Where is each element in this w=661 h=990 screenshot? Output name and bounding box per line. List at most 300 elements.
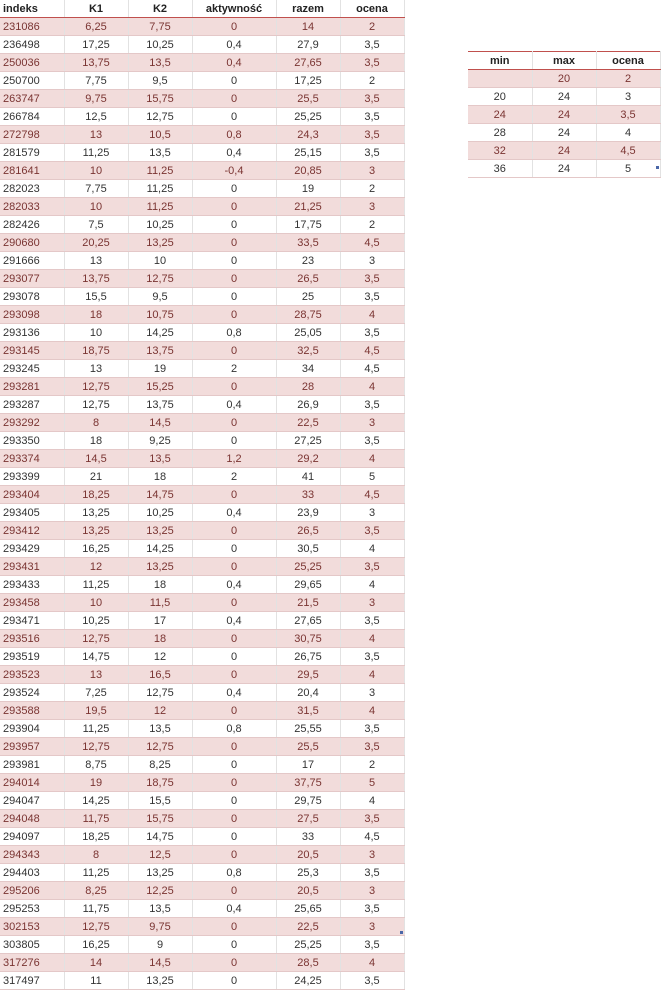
table-cell[interactable]: 0,4 [192,900,276,918]
table-cell[interactable]: 21,25 [276,198,340,216]
table-cell[interactable]: 5 [340,468,404,486]
table-cell[interactable]: 293412 [0,522,64,540]
table-cell[interactable]: 4,5 [340,234,404,252]
table-cell[interactable]: 4 [340,792,404,810]
table-cell[interactable]: 11,25 [64,720,128,738]
table-cell[interactable]: 24,25 [276,972,340,990]
table-cell[interactable]: 281579 [0,144,64,162]
table-cell[interactable]: 0,4 [192,612,276,630]
table-cell[interactable]: 2 [192,468,276,486]
table-cell[interactable]: 293431 [0,558,64,576]
table-cell[interactable]: 3 [340,414,404,432]
table-cell[interactable]: 13,75 [64,54,128,72]
table-cell[interactable]: 4 [340,450,404,468]
table-cell[interactable]: 18,75 [128,774,192,792]
table-cell[interactable]: 26,75 [276,648,340,666]
table-cell[interactable]: 13,25 [128,864,192,882]
table-cell[interactable]: 4 [340,666,404,684]
table-cell[interactable]: 293523 [0,666,64,684]
table-cell[interactable]: 25,3 [276,864,340,882]
table-cell[interactable]: 5 [340,774,404,792]
header-cell-max[interactable]: max [532,52,596,70]
table-cell[interactable]: 25,05 [276,324,340,342]
table-cell[interactable]: 25,15 [276,144,340,162]
table-cell[interactable]: 24,3 [276,126,340,144]
header-cell-ocena[interactable]: ocena [340,0,404,18]
table-cell[interactable]: 3,5 [340,936,404,954]
table-cell[interactable]: 7,5 [64,216,128,234]
table-cell[interactable]: 9,75 [64,90,128,108]
table-cell[interactable]: 295206 [0,882,64,900]
table-cell[interactable]: 2 [340,18,404,36]
table-cell[interactable]: 27,65 [276,612,340,630]
table-cell[interactable]: 20,5 [276,882,340,900]
table-cell[interactable]: 28 [276,378,340,396]
table-cell[interactable]: 27,9 [276,36,340,54]
table-cell[interactable]: 10,25 [128,216,192,234]
table-cell[interactable]: 0 [192,288,276,306]
header-cell-k2[interactable]: K2 [128,0,192,18]
table-cell[interactable]: 0 [192,540,276,558]
table-cell[interactable]: 3,5 [340,810,404,828]
table-cell[interactable]: 293981 [0,756,64,774]
table-cell[interactable]: 13,75 [64,270,128,288]
table-cell[interactable]: 10 [128,252,192,270]
table-cell[interactable]: 293404 [0,486,64,504]
table-cell[interactable]: -0,4 [192,162,276,180]
grades-table-resize-handle[interactable] [400,931,403,934]
table-cell[interactable]: 0 [192,846,276,864]
table-cell[interactable]: 13,5 [128,144,192,162]
table-cell[interactable]: 293245 [0,360,64,378]
table-cell[interactable]: 18,25 [64,828,128,846]
table-cell[interactable]: 2 [596,70,660,88]
table-cell[interactable]: 19 [128,360,192,378]
table-cell[interactable]: 29,2 [276,450,340,468]
table-cell[interactable]: 294403 [0,864,64,882]
table-cell[interactable]: 24 [532,88,596,106]
table-cell[interactable]: 4 [340,306,404,324]
table-cell[interactable]: 25,5 [276,738,340,756]
table-cell[interactable]: 29,65 [276,576,340,594]
table-cell[interactable]: 3 [340,846,404,864]
table-cell[interactable]: 0 [192,882,276,900]
table-cell[interactable]: 8 [64,846,128,864]
table-cell[interactable]: 0,8 [192,324,276,342]
table-cell[interactable]: 4,5 [340,360,404,378]
table-cell[interactable]: 3,5 [340,324,404,342]
table-cell[interactable]: 293136 [0,324,64,342]
table-cell[interactable]: 7,75 [128,18,192,36]
table-cell[interactable]: 2 [192,360,276,378]
table-cell[interactable]: 11,25 [64,576,128,594]
table-cell[interactable]: 0,4 [192,576,276,594]
table-cell[interactable]: 0,4 [192,54,276,72]
table-cell[interactable]: 25 [276,288,340,306]
table-cell[interactable]: 0 [192,486,276,504]
table-cell[interactable]: 18 [128,468,192,486]
table-cell[interactable]: 15,5 [128,792,192,810]
table-cell[interactable]: 7,75 [64,180,128,198]
table-cell[interactable]: 26,5 [276,522,340,540]
table-cell[interactable]: 12,75 [64,738,128,756]
table-cell[interactable]: 3,5 [340,288,404,306]
table-cell[interactable]: 10 [64,198,128,216]
table-cell[interactable]: 293516 [0,630,64,648]
table-cell[interactable]: 17,25 [64,36,128,54]
table-cell[interactable]: 3 [340,684,404,702]
table-cell[interactable]: 31,5 [276,702,340,720]
table-cell[interactable]: 272798 [0,126,64,144]
table-cell[interactable]: 3,5 [340,648,404,666]
table-cell[interactable]: 11,25 [128,198,192,216]
table-cell[interactable]: 290680 [0,234,64,252]
table-cell[interactable]: 5 [596,160,660,178]
table-cell[interactable]: 0 [192,666,276,684]
table-cell[interactable]: 20 [468,88,532,106]
table-cell[interactable]: 14,75 [128,486,192,504]
table-cell[interactable]: 294048 [0,810,64,828]
table-cell[interactable]: 34 [276,360,340,378]
table-cell[interactable]: 12 [128,648,192,666]
table-cell[interactable]: 293098 [0,306,64,324]
table-cell[interactable]: 12 [128,702,192,720]
table-cell[interactable]: 4 [340,954,404,972]
table-cell[interactable]: 12 [64,558,128,576]
table-cell[interactable]: 27,25 [276,432,340,450]
header-cell-ocena[interactable]: ocena [596,52,660,70]
table-cell[interactable]: 10,25 [128,504,192,522]
table-cell[interactable]: 293433 [0,576,64,594]
table-cell[interactable]: 10,5 [128,126,192,144]
table-cell[interactable]: 0 [192,918,276,936]
table-cell[interactable]: 10,75 [128,306,192,324]
table-cell[interactable]: 28,75 [276,306,340,324]
table-cell[interactable]: 4 [340,702,404,720]
table-cell[interactable]: 0 [192,828,276,846]
table-cell[interactable]: 1,2 [192,450,276,468]
table-cell[interactable]: 294014 [0,774,64,792]
header-cell-min[interactable]: min [468,52,532,70]
table-cell[interactable]: 14,5 [128,954,192,972]
table-cell[interactable]: 317497 [0,972,64,990]
table-cell[interactable]: 294343 [0,846,64,864]
table-cell[interactable]: 18 [64,306,128,324]
table-cell[interactable]: 16,25 [64,540,128,558]
table-cell[interactable]: 15,75 [128,810,192,828]
table-cell[interactable]: 18 [128,630,192,648]
table-cell[interactable]: 293471 [0,612,64,630]
table-cell[interactable]: 15,75 [128,90,192,108]
table-cell[interactable]: 41 [276,468,340,486]
table-cell[interactable]: 4,5 [340,342,404,360]
table-cell[interactable]: 3 [340,882,404,900]
table-cell[interactable]: 13 [64,666,128,684]
table-cell[interactable]: 24 [532,124,596,142]
table-cell[interactable]: 20,25 [64,234,128,252]
table-cell[interactable]: 6,25 [64,18,128,36]
table-cell[interactable]: 293429 [0,540,64,558]
table-cell[interactable]: 231086 [0,18,64,36]
table-cell[interactable]: 13,25 [128,234,192,252]
table-cell[interactable]: 17,75 [276,216,340,234]
table-cell[interactable]: 13,25 [64,522,128,540]
table-cell[interactable]: 14,75 [64,648,128,666]
table-cell[interactable]: 293458 [0,594,64,612]
table-cell[interactable]: 30,5 [276,540,340,558]
table-cell[interactable]: 11,5 [128,594,192,612]
table-cell[interactable]: 4,5 [340,486,404,504]
table-cell[interactable]: 18 [64,432,128,450]
table-cell[interactable]: 13 [64,360,128,378]
table-cell[interactable]: 13 [64,126,128,144]
table-cell[interactable]: 3 [340,198,404,216]
table-cell[interactable]: 13,75 [128,396,192,414]
table-cell[interactable]: 7,25 [64,684,128,702]
table-cell[interactable]: 9 [128,936,192,954]
table-cell[interactable]: 21 [64,468,128,486]
table-cell[interactable]: 3,5 [340,612,404,630]
table-cell[interactable]: 20 [532,70,596,88]
table-cell[interactable]: 282033 [0,198,64,216]
table-cell[interactable]: 11 [64,972,128,990]
table-cell[interactable]: 3 [340,918,404,936]
table-cell[interactable]: 17,25 [276,72,340,90]
table-cell[interactable]: 3,5 [340,36,404,54]
table-cell[interactable]: 0 [192,936,276,954]
table-cell[interactable]: 236498 [0,36,64,54]
table-cell[interactable]: 14,25 [128,324,192,342]
table-cell[interactable]: 10 [64,594,128,612]
table-cell[interactable]: 33,5 [276,234,340,252]
table-cell[interactable]: 19,5 [64,702,128,720]
table-cell[interactable]: 21,5 [276,594,340,612]
table-cell[interactable]: 25,25 [276,936,340,954]
table-cell[interactable]: 20,4 [276,684,340,702]
table-cell[interactable]: 12,25 [128,882,192,900]
table-cell[interactable]: 2 [340,72,404,90]
table-cell[interactable]: 23 [276,252,340,270]
table-cell[interactable]: 29,75 [276,792,340,810]
table-cell[interactable]: 3,5 [340,522,404,540]
table-cell[interactable]: 0 [192,738,276,756]
table-cell[interactable]: 250700 [0,72,64,90]
table-cell[interactable]: 0 [192,306,276,324]
table-cell[interactable]: 0,8 [192,720,276,738]
table-cell[interactable]: 28,5 [276,954,340,972]
table-cell[interactable]: 13,25 [128,972,192,990]
table-cell[interactable]: 293374 [0,450,64,468]
table-cell[interactable]: 17 [128,612,192,630]
table-cell[interactable]: 14,25 [128,540,192,558]
header-cell-razem[interactable]: razem [276,0,340,18]
table-cell[interactable]: 293077 [0,270,64,288]
table-cell[interactable]: 12,75 [128,684,192,702]
table-cell[interactable]: 19 [276,180,340,198]
table-cell[interactable]: 293904 [0,720,64,738]
table-cell[interactable]: 293145 [0,342,64,360]
table-cell[interactable]: 281641 [0,162,64,180]
table-cell[interactable]: 20,5 [276,846,340,864]
table-cell[interactable]: 11,25 [128,180,192,198]
table-cell[interactable]: 282023 [0,180,64,198]
table-cell[interactable]: 3 [340,504,404,522]
table-cell[interactable]: 25,55 [276,720,340,738]
table-cell[interactable]: 8,75 [64,756,128,774]
table-cell[interactable]: 14,5 [64,450,128,468]
table-cell[interactable]: 24 [468,106,532,124]
table-cell[interactable]: 3 [340,252,404,270]
table-cell[interactable]: 16,5 [128,666,192,684]
table-cell[interactable]: 12,75 [64,396,128,414]
table-cell[interactable]: 0 [192,792,276,810]
table-cell[interactable]: 293519 [0,648,64,666]
table-cell[interactable]: 0 [192,594,276,612]
table-cell[interactable]: 3,5 [340,432,404,450]
table-cell[interactable]: 0,4 [192,144,276,162]
table-cell[interactable]: 37,75 [276,774,340,792]
table-cell[interactable]: 12,75 [128,108,192,126]
table-cell[interactable]: 0,4 [192,396,276,414]
table-cell[interactable]: 24 [532,142,596,160]
table-cell[interactable]: 10,25 [64,612,128,630]
table-cell[interactable]: 11,25 [64,864,128,882]
table-cell[interactable]: 0 [192,90,276,108]
table-cell[interactable]: 4 [340,576,404,594]
table-cell[interactable]: 293292 [0,414,64,432]
table-cell[interactable]: 4 [596,124,660,142]
table-cell[interactable]: 2 [340,756,404,774]
header-cell-aktywnosc[interactable]: aktywność [192,0,276,18]
table-cell[interactable]: 3,5 [340,396,404,414]
table-cell[interactable]: 11,25 [64,144,128,162]
table-cell[interactable]: 12,5 [64,108,128,126]
table-cell[interactable]: 2 [340,180,404,198]
table-cell[interactable]: 0 [192,810,276,828]
table-cell[interactable]: 0 [192,270,276,288]
table-cell[interactable]: 302153 [0,918,64,936]
table-cell[interactable]: 25,65 [276,900,340,918]
table-cell[interactable]: 22,5 [276,414,340,432]
table-cell[interactable]: 3 [340,162,404,180]
table-cell[interactable]: 0 [192,774,276,792]
table-cell[interactable]: 0 [192,630,276,648]
table-cell[interactable]: 7,75 [64,72,128,90]
table-cell[interactable]: 13,25 [128,522,192,540]
table-cell[interactable]: 3,5 [340,864,404,882]
table-cell[interactable]: 3 [596,88,660,106]
table-cell[interactable]: 282426 [0,216,64,234]
table-cell[interactable]: 9,25 [128,432,192,450]
table-cell[interactable]: 293078 [0,288,64,306]
table-cell[interactable]: 0,4 [192,504,276,522]
table-cell[interactable]: 0,8 [192,126,276,144]
table-cell[interactable]: 317276 [0,954,64,972]
table-cell[interactable]: 14 [64,954,128,972]
table-cell[interactable]: 9,75 [128,918,192,936]
table-cell[interactable]: 18,25 [64,486,128,504]
table-cell[interactable]: 0 [192,702,276,720]
table-cell[interactable]: 14,25 [64,792,128,810]
table-cell[interactable]: 3,5 [340,54,404,72]
table-cell[interactable]: 4,5 [596,142,660,160]
table-cell[interactable]: 0,4 [192,684,276,702]
table-cell[interactable]: 26,5 [276,270,340,288]
table-cell[interactable]: 10 [64,324,128,342]
table-cell[interactable]: 3,5 [340,972,404,990]
table-cell[interactable]: 0 [192,180,276,198]
table-cell[interactable]: 11,75 [64,810,128,828]
table-cell[interactable]: 293957 [0,738,64,756]
table-cell[interactable]: 36 [468,160,532,178]
table-cell[interactable]: 13,5 [128,54,192,72]
table-cell[interactable]: 11,25 [128,162,192,180]
table-cell[interactable]: 0 [192,432,276,450]
table-cell[interactable]: 293350 [0,432,64,450]
table-cell[interactable]: 24 [532,160,596,178]
table-cell[interactable]: 13,25 [128,558,192,576]
table-cell[interactable]: 250036 [0,54,64,72]
table-cell[interactable]: 30,75 [276,630,340,648]
table-cell[interactable]: 8,25 [64,882,128,900]
table-cell[interactable] [468,70,532,88]
table-cell[interactable]: 13,5 [128,900,192,918]
table-cell[interactable]: 33 [276,828,340,846]
table-cell[interactable]: 12,75 [64,630,128,648]
table-cell[interactable]: 11,75 [64,900,128,918]
table-cell[interactable]: 15,25 [128,378,192,396]
table-cell[interactable]: 293287 [0,396,64,414]
table-cell[interactable]: 3,5 [340,270,404,288]
table-cell[interactable]: 13,5 [128,720,192,738]
table-cell[interactable]: 17 [276,756,340,774]
table-cell[interactable]: 26,9 [276,396,340,414]
table-cell[interactable]: 28 [468,124,532,142]
table-cell[interactable]: 0 [192,972,276,990]
table-cell[interactable]: 10 [64,162,128,180]
table-cell[interactable]: 22,5 [276,918,340,936]
table-cell[interactable]: 0 [192,108,276,126]
table-cell[interactable]: 13,5 [128,450,192,468]
table-cell[interactable]: 19 [64,774,128,792]
table-cell[interactable]: 0 [192,954,276,972]
table-cell[interactable]: 0 [192,756,276,774]
table-cell[interactable]: 293281 [0,378,64,396]
table-cell[interactable]: 266784 [0,108,64,126]
table-cell[interactable]: 10,25 [128,36,192,54]
table-cell[interactable]: 0,8 [192,864,276,882]
table-cell[interactable]: 14,5 [128,414,192,432]
table-cell[interactable]: 303805 [0,936,64,954]
table-cell[interactable]: 4,5 [340,828,404,846]
table-cell[interactable]: 29,5 [276,666,340,684]
table-cell[interactable]: 23,9 [276,504,340,522]
table-cell[interactable]: 27,65 [276,54,340,72]
table-cell[interactable]: 3 [340,594,404,612]
table-cell[interactable]: 294047 [0,792,64,810]
table-cell[interactable]: 8 [64,414,128,432]
table-cell[interactable]: 263747 [0,90,64,108]
table-cell[interactable]: 33 [276,486,340,504]
table-cell[interactable]: 0 [192,72,276,90]
table-cell[interactable]: 25,25 [276,558,340,576]
table-cell[interactable]: 294097 [0,828,64,846]
table-cell[interactable]: 9,5 [128,288,192,306]
table-cell[interactable]: 0 [192,378,276,396]
table-cell[interactable]: 0 [192,342,276,360]
table-cell[interactable]: 25,25 [276,108,340,126]
table-cell[interactable]: 18,75 [64,342,128,360]
